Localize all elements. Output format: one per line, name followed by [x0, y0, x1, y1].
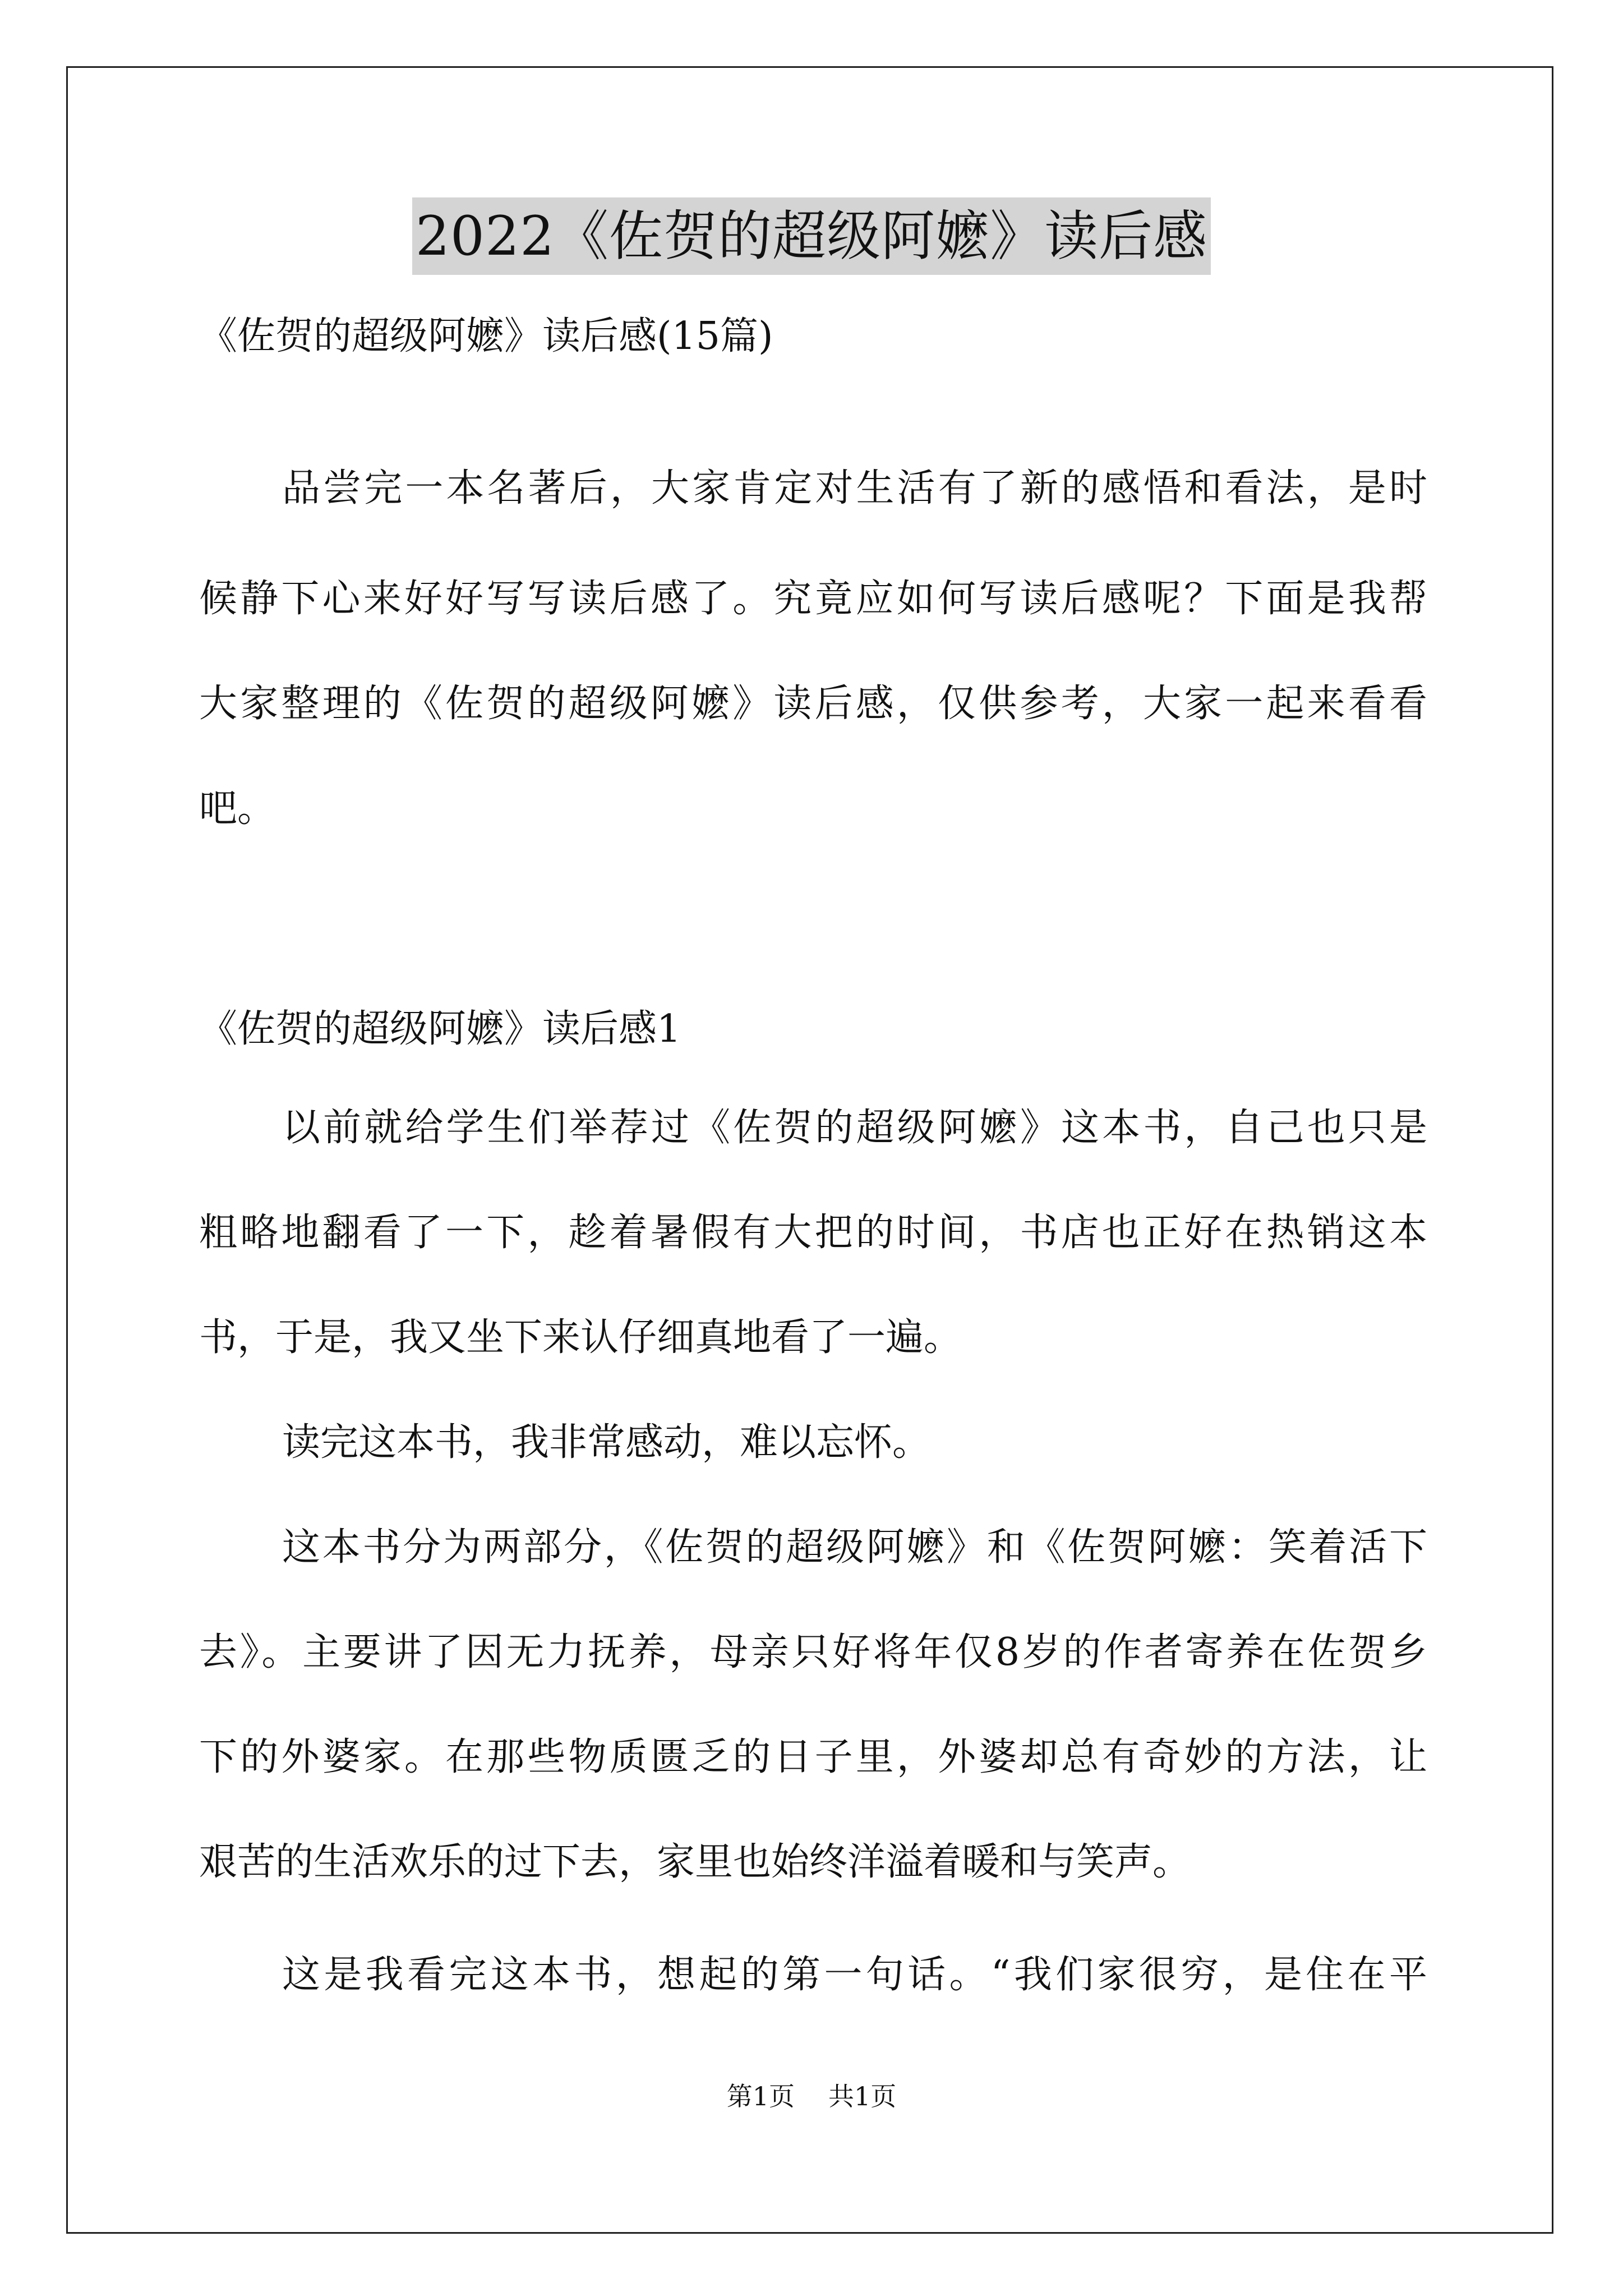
paragraph-line: 粗略地翻看了一下，趁着暑假有大把的时间，书店也正好在热销这本 [199, 1211, 1427, 1255]
intro-line: 品尝完一本名著后，大家肯定对生活有了新的感悟和看法，是时 [282, 466, 1427, 510]
paragraph-line: 这是我看完这本书，想起的第一句话。“我们家很穷，是住在平 [282, 1953, 1427, 1997]
paragraph-line: 去》。主要讲了因无力抚养，母亲只好将年仅8岁的作者寄养在佐贺乡 [199, 1630, 1427, 1674]
intro-line: 候静下心来好好写写读后感了。究竟应如何写读后感呢？下面是我帮 [199, 577, 1427, 621]
paragraph-line: 艰苦的生活欢乐的过下去，家里也始终洋溢着暖和与笑声。 [199, 1840, 1191, 1884]
paragraph-line: 下的外婆家。在那些物质匮乏的日子里，外婆却总有奇妙的方法，让 [199, 1735, 1427, 1779]
page-footer [0, 2079, 1623, 2113]
intro-line: 大家整理的《佐贺的超级阿嬷》读后感，仅供参考，大家一起来看看 [199, 682, 1427, 726]
section-heading: 《佐贺的超级阿嬷》读后感1 [199, 1007, 681, 1051]
page-number: 第1页 [726, 2081, 795, 2111]
document-subtitle: 《佐贺的超级阿嬷》读后感(15篇) [199, 314, 773, 358]
paragraph-line: 读完这本书，我非常感动，难以忘怀。 [282, 1420, 931, 1465]
intro-line: 吧。 [199, 786, 276, 831]
paragraph-line: 书，于是，我又坐下来认仔细真地看了一遍。 [199, 1315, 962, 1360]
paragraph-line: 以前就给学生们举荐过《佐贺的超级阿嬷》这本书，自己也只是 [282, 1106, 1427, 1150]
document-title-text: 2022《佐贺的超级阿嬷》读后感 [412, 197, 1211, 275]
page-total: 共1页 [828, 2081, 897, 2111]
document-title [0, 197, 1623, 275]
paragraph-line: 这本书分为两部分，《佐贺的超级阿嬷》和《佐贺阿嬷：笑着活下 [282, 1525, 1427, 1570]
